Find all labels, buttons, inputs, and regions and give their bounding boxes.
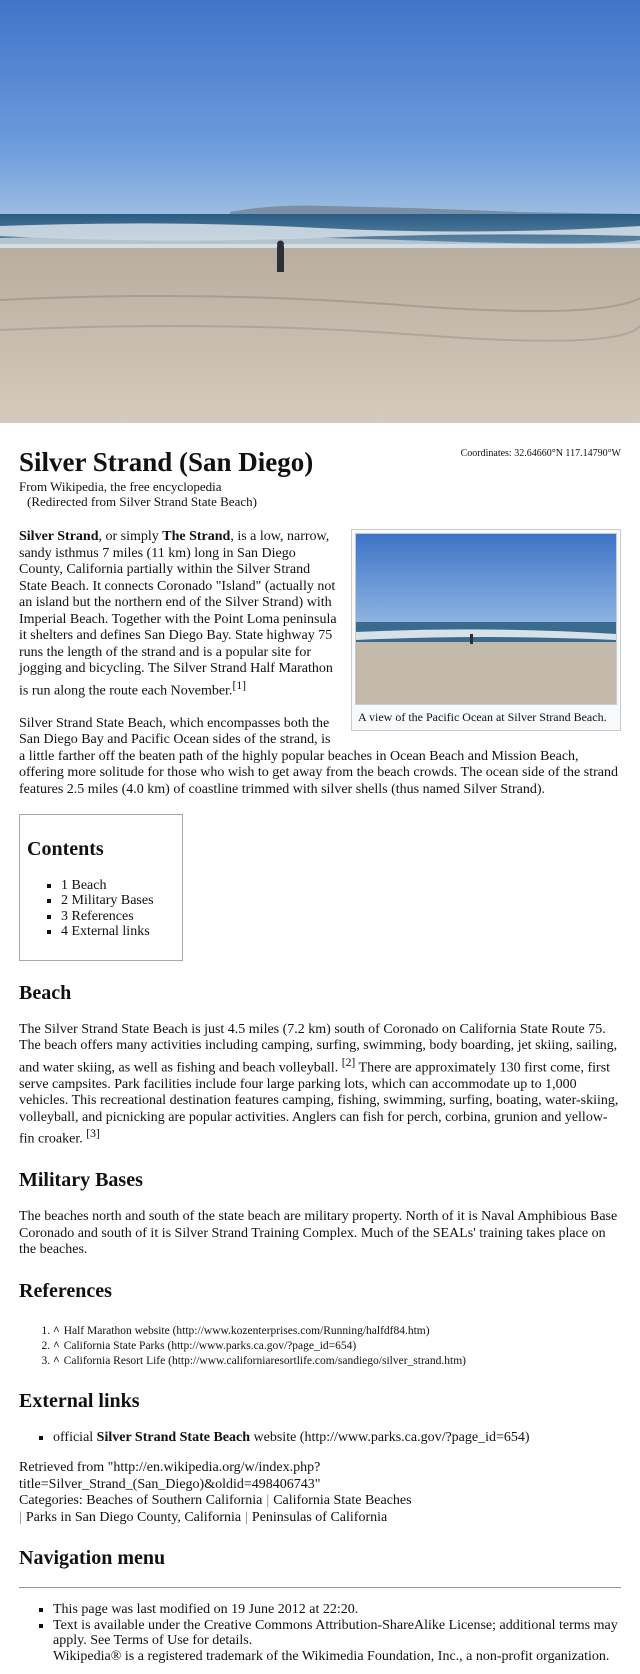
category-link[interactable]: Parks in San Diego County, California xyxy=(25,1509,242,1525)
ref-backlink[interactable]: ^ xyxy=(53,1354,60,1367)
categories-label[interactable]: Categories: xyxy=(19,1493,83,1509)
ref-backlink[interactable]: ^ xyxy=(53,1339,60,1352)
reference-text[interactable]: Half Marathon website (http://www.kozenterprises.com/Running/halfdf84.htm) xyxy=(63,1324,430,1337)
beach-text: There are approximately 130 first come, first serve campsites. Park facilities include four large parking lots, which can accommodate up to 1,000 vehicles. This recreational destination features camping, fishing, swimming, surfing, boating, water-skiing, volleyball, and picnicking are popular activities. Anglers can fish for perch, corbina, grunion and yellow-fin croaker. xyxy=(19,1060,619,1147)
category-separator: | xyxy=(245,1509,248,1525)
lead-paragraph-2: Silver Strand State Beach, which encompasses both the San Diego Bay and Pacific Ocean sides of the strand, is a little farther off the beaten path of the highly popular beaches in Ocean Beach and Mission Beach, offering more solitude for those who wish to get away from the beach crowds. The ocean side of the strand features 2.5 miles (4.0 km) of coastline trimmed with silver shells (thus named Silver Strand). xyxy=(19,715,618,797)
subtitle: From Wikipedia, the free encyclopedia xyxy=(19,479,222,494)
ref-link[interactable]: [2] xyxy=(341,1055,356,1069)
lead-bold-name: Silver Strand xyxy=(19,529,99,544)
thumbnail-caption: A view of the Pacific Ocean at Silver Strand Beach. xyxy=(358,710,607,724)
toc-item[interactable]: ▪ 3 References xyxy=(61,909,154,925)
section-heading-beach: Beach xyxy=(19,981,72,1004)
divider xyxy=(19,1587,621,1588)
reference-item xyxy=(53,1324,621,1339)
footer-last-modified: ▪ This page was last modified on 19 June 2012 at 22:20. xyxy=(53,1602,621,1618)
footer-license xyxy=(53,1618,621,1665)
page-title: Silver Strand (San Diego) xyxy=(19,447,314,477)
reference-text[interactable]: California State Parks (http://www.parks.ca.gov/?page_id=654) xyxy=(63,1339,357,1352)
redirect-notice: (Redirected from Silver Strand State Beach) xyxy=(27,494,257,509)
reference-item xyxy=(53,1339,621,1354)
category-link[interactable]: Beaches of Southern California xyxy=(86,1493,263,1509)
lead-text: , is a low, narrow, sandy isthmus 7 miles (11 km) long in San Diego County, California partially within the Silver Strand State Beach. It connects Coronado "Island" (actually not an island but the northern end of the Silver Strand) with Imperial Beach. Together with the Point Loma peninsula it shelters and defines San Diego Bay. State highway 75 runs the length of the strand and is a popular site for jogging and bicycling. The Silver Strand Half Marathon is run along the route each November. xyxy=(19,529,337,699)
retrieved-from: Retrieved from "http://en.wikipedia.org/w/index.php?title=Silver_Strand_(San_Diego)&oldid=498406743" xyxy=(19,1460,321,1492)
coordinates[interactable]: Coordinates: 32.64660°N 117.14790°W xyxy=(460,448,621,459)
ref-link[interactable]: [3] xyxy=(86,1127,100,1141)
toc-item[interactable]: ▪ 1 Beach xyxy=(61,878,154,894)
trademark-text: Wikipedia® is a registered trademark of the Wikimedia Foundation, Inc., a non-profit organization. xyxy=(53,1648,610,1664)
section-heading-external-links: External links xyxy=(19,1389,140,1412)
hero-image xyxy=(0,0,640,423)
license-text[interactable]: Text is available under the Creative Commons Attribution-ShareAlike License; additional terms may apply. See Terms of Use for details. xyxy=(53,1617,618,1649)
toc-list xyxy=(27,878,154,940)
toc-item[interactable]: ▪ 2 Military Bases xyxy=(61,893,154,909)
military-paragraph: The beaches north and south of the state beach are military property. North of it is Naval Amphibious Base Coronado and south of it is Silver Strand Training Complex. Much of the SEALs' training takes place on the beaches. xyxy=(19,1209,618,1258)
beach-paragraph xyxy=(19,1022,621,1149)
references-list xyxy=(19,1324,621,1369)
category-link[interactable]: Peninsulas of California xyxy=(251,1509,388,1525)
ref-backlink[interactable]: ^ xyxy=(53,1324,60,1337)
lead-text: , or simply xyxy=(98,529,163,544)
external-link-url[interactable]: website (http://www.parks.ca.gov/?page_id=654) xyxy=(250,1429,530,1445)
lead-bold-alias: The Strand xyxy=(162,529,231,544)
navigation-menu-heading: Navigation menu xyxy=(19,1547,166,1570)
toc-title: Contents xyxy=(27,838,104,861)
reference-text[interactable]: California Resort Life (http://www.californiaresortlife.com/sandiego/silver_strand.htm) xyxy=(63,1354,466,1367)
footer-list xyxy=(19,1602,621,1664)
thumbnail-image[interactable] xyxy=(355,533,617,705)
section-heading-military: Military Bases xyxy=(19,1169,143,1192)
external-link-title[interactable]: Silver Strand State Beach xyxy=(96,1429,251,1445)
external-link-item[interactable] xyxy=(53,1430,621,1447)
external-links-list xyxy=(19,1430,621,1447)
section-heading-references: References xyxy=(19,1279,112,1302)
ref-link[interactable]: [1] xyxy=(232,678,247,692)
category-link[interactable]: California State Beaches xyxy=(273,1493,412,1509)
table-of-contents xyxy=(19,814,183,961)
category-separator: | xyxy=(266,1493,270,1509)
thumbnail-figure xyxy=(351,529,621,731)
reference-item xyxy=(53,1354,621,1369)
external-link-prefix: official xyxy=(53,1429,97,1445)
toc-item[interactable]: ▪ 4 External links xyxy=(61,924,154,940)
beach-text: The Silver Strand State Beach is just 4.5 miles (7.2 km) south of Coronado on California State Route 75. The beach offers many activities including camping, surfing, swimming, body boarding, jet skiing, sailing, and water skiing, as well as fishing and beach volleyball. xyxy=(19,1021,618,1076)
category-separator: | xyxy=(19,1509,22,1525)
categories-bar xyxy=(19,1493,621,1526)
